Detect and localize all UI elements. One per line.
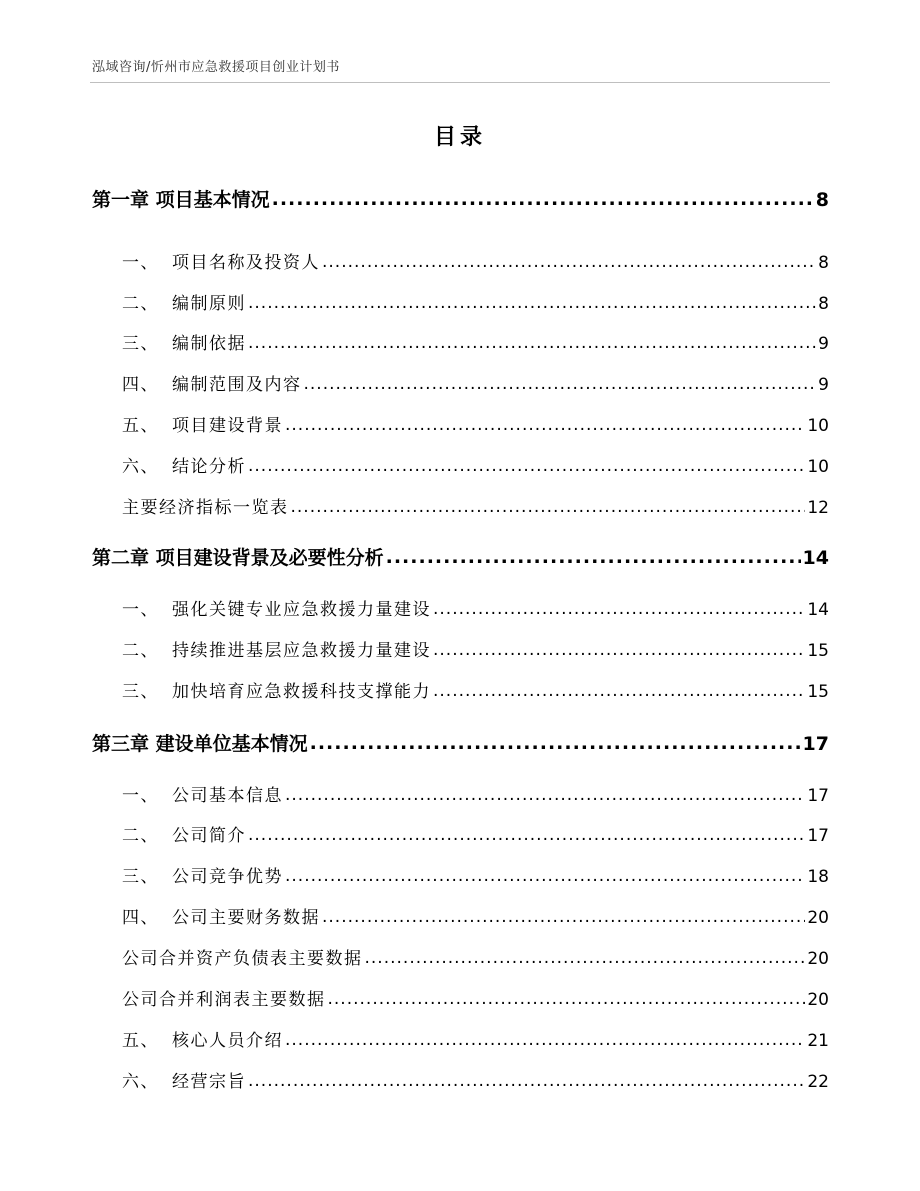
toc-section-label [122,781,283,806]
toc-section-number: 一、 [122,786,159,806]
toc-leader-dots [291,497,806,517]
toc-section-title: 核心人员介绍 [172,1031,283,1051]
toc-section-number: 五、 [122,1031,159,1051]
toc-leader-dots [248,825,805,845]
toc-section-number: 四、 [122,375,159,395]
toc-page-number: 14 [802,547,829,569]
toc-section-label [122,636,431,661]
toc-section-number: 六、 [122,1072,159,1092]
toc-section-label [122,595,431,620]
toc-section-title: 公司合并资产负债表主要数据 [122,949,363,969]
toc-page-number: 17 [802,733,829,755]
toc-section[interactable] [122,677,829,702]
toc-section[interactable] [122,595,829,620]
toc-section-title: 项目建设背景 [172,416,283,436]
toc-leader-dots [433,681,805,701]
toc-leader-dots [328,989,806,1009]
toc-section-title: 加快培育应急救援科技支撑能力 [172,682,431,702]
toc-chapter-label: 第三章 建设单位基本情况 [92,733,308,755]
toc-page-number: 20 [807,990,829,1010]
toc-section[interactable] [122,493,829,518]
toc-page-number: 15 [807,682,829,702]
toc-leader-dots [285,1030,805,1050]
toc-page-number: 10 [807,457,829,477]
toc-section[interactable] [122,1067,829,1092]
toc-page-number: 10 [807,416,829,436]
toc-page-number: 9 [818,375,829,395]
toc-leader-dots [433,640,805,660]
toc-section-title: 编制范围及内容 [172,375,302,395]
toc-leader-dots [322,907,805,927]
toc-leader-dots [285,866,805,886]
toc-title: 目录 [433,125,486,150]
toc-leader-dots [285,785,805,805]
toc-section[interactable] [122,1026,829,1051]
toc-leader-dots [310,732,801,754]
toc-leader-dots [248,293,816,313]
toc-section-number: 三、 [122,867,159,887]
toc-section-title: 结论分析 [172,457,246,477]
toc-page-number: 12 [807,498,829,518]
toc-page-number: 8 [818,253,829,273]
toc-page-number: 20 [807,949,829,969]
toc-section[interactable] [122,821,829,846]
toc-section-label [122,452,246,477]
toc-section[interactable] [122,636,829,661]
toc-section-title: 项目名称及投资人 [172,253,320,273]
toc-page-number: 15 [807,641,829,661]
toc-page-number: 9 [818,334,829,354]
toc-section-number: 二、 [122,294,159,314]
toc-section-number: 三、 [122,334,159,354]
toc-leader-dots [248,456,805,476]
toc-section-title: 公司简介 [172,826,246,846]
toc-page-number: 21 [807,1031,829,1051]
toc-section-number: 二、 [122,641,159,661]
toc-section-label [122,862,283,887]
toc-leader-dots [386,546,801,568]
toc-leader-dots [365,948,806,968]
toc-section-number: 四、 [122,908,159,928]
toc-section-number: 三、 [122,682,159,702]
toc-section-number: 二、 [122,826,159,846]
toc-section-number: 五、 [122,416,159,436]
toc-section-title: 经营宗旨 [172,1072,246,1092]
toc-page-number: 17 [807,786,829,806]
toc-section-title: 强化关键专业应急救援力量建设 [172,600,431,620]
toc-section[interactable] [122,781,829,806]
toc-section-label [122,1067,246,1092]
toc-page-number: 8 [815,189,829,211]
toc-chapter[interactable] [92,729,829,756]
toc-leader-dots [272,188,814,210]
toc-section[interactable] [122,248,829,273]
toc-section-label [122,370,302,395]
toc-chapter-label: 第二章 项目建设背景及必要性分析 [92,547,384,569]
toc-leader-dots [248,333,816,353]
toc-page-number: 8 [818,294,829,314]
toc-leader-dots [248,1071,805,1091]
toc-leader-dots [304,374,817,394]
toc-section-label [122,903,320,928]
toc-section[interactable] [122,862,829,887]
toc-section-label [122,329,246,354]
toc-section[interactable] [122,452,829,477]
toc-leader-dots [433,599,805,619]
toc-page-number: 18 [807,867,829,887]
toc-section-title: 编制原则 [172,294,246,314]
toc-section-title: 公司合并利润表主要数据 [122,990,326,1010]
toc-section-label [122,248,320,273]
toc-section-title: 公司竞争优势 [172,867,283,887]
toc-section-number: 六、 [122,457,159,477]
toc-section-title: 公司基本信息 [172,786,283,806]
toc-chapter-label: 第一章 项目基本情况 [92,189,270,211]
toc-section[interactable] [122,370,829,395]
toc-section[interactable] [122,289,829,314]
toc-chapter[interactable] [92,543,829,570]
toc-leader-dots [322,252,816,272]
toc-page-number: 20 [807,908,829,928]
toc-section[interactable] [122,903,829,928]
toc-section[interactable] [122,411,829,436]
toc-section[interactable] [122,985,829,1010]
running-header: 泓域咨询/忻州市应急救援项目创业计划书 [92,60,340,75]
toc-section-label [122,677,431,702]
toc-section[interactable] [122,329,829,354]
toc-section-title: 主要经济指标一览表 [122,498,289,518]
toc-section-label [122,1026,283,1051]
toc-section-number: 一、 [122,253,159,273]
toc-section-title: 持续推进基层应急救援力量建设 [172,641,431,661]
toc-section[interactable] [122,944,829,969]
toc-section-label [122,289,246,314]
toc-section-title: 公司主要财务数据 [172,908,320,928]
toc-chapter[interactable] [92,185,829,212]
toc-section-number: 一、 [122,600,159,620]
toc-page-number: 22 [807,1072,829,1092]
toc-leader-dots [285,415,805,435]
toc-page-number: 17 [807,826,829,846]
toc-page-number: 14 [807,600,829,620]
header-divider [90,82,830,83]
toc-section-label [122,821,246,846]
toc-section-label [122,411,283,436]
toc-section-title: 编制依据 [172,334,246,354]
